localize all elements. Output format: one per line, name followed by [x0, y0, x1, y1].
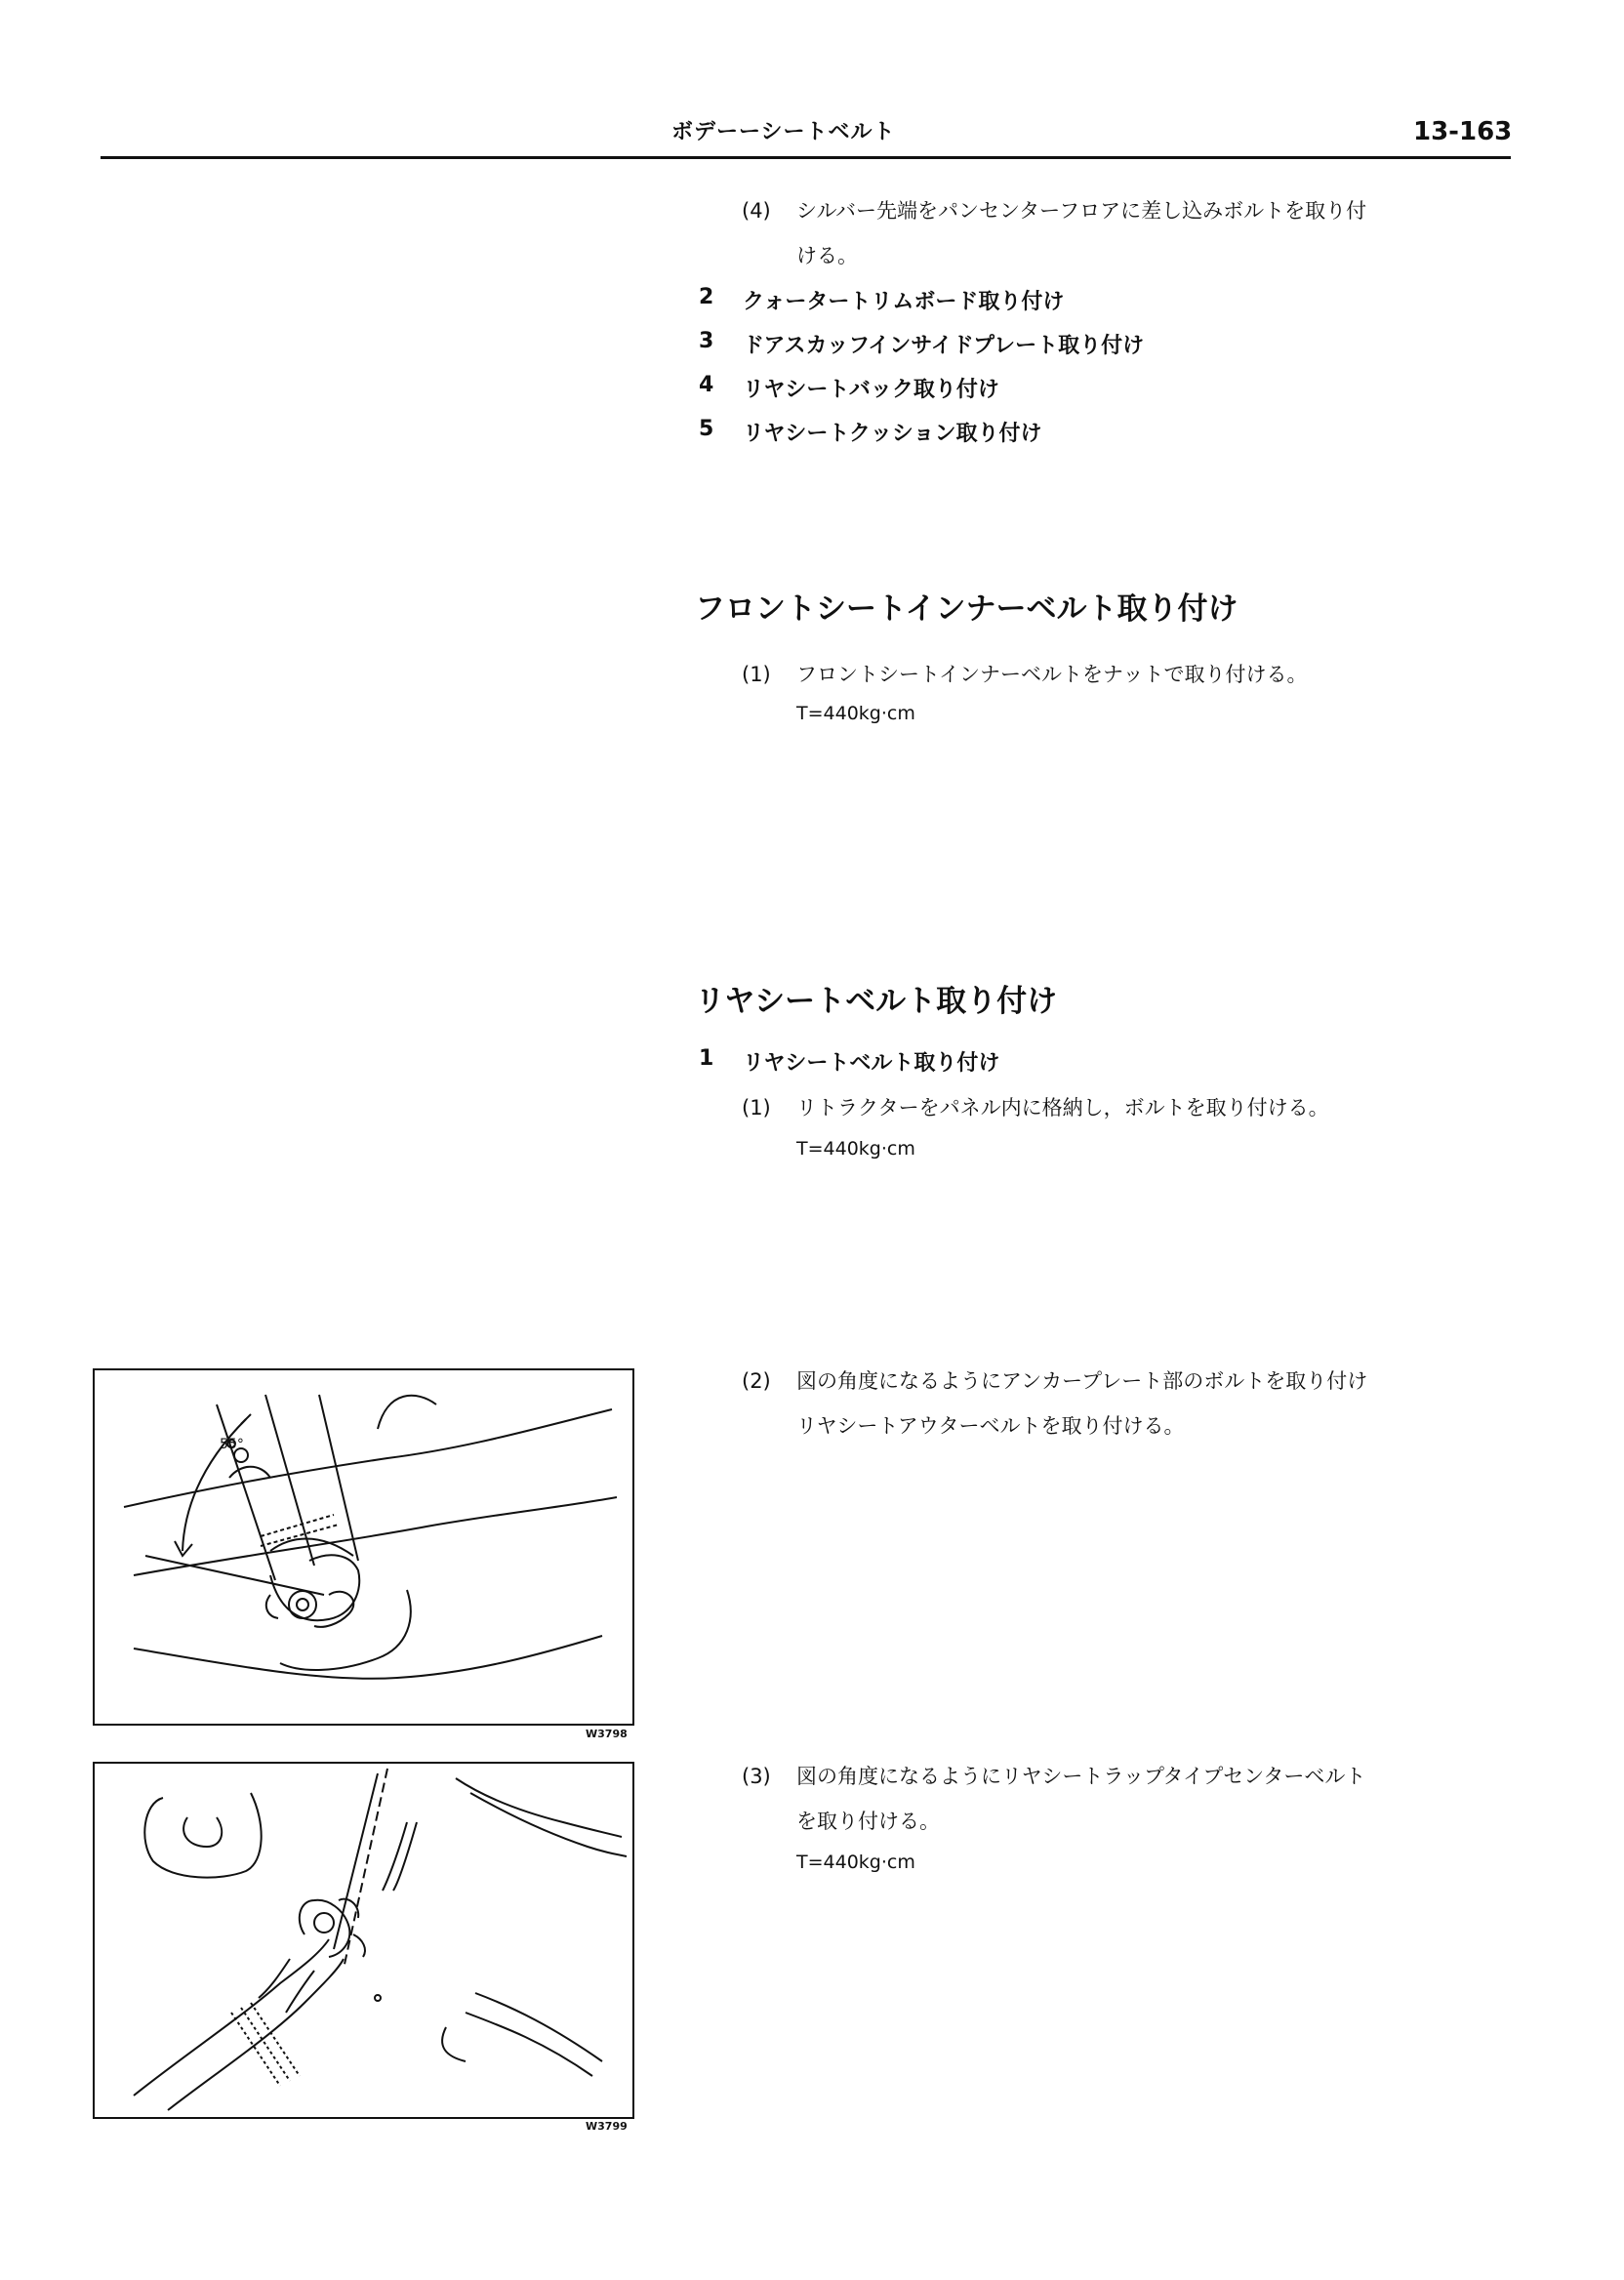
anchor-plate-illustration — [95, 1370, 632, 1724]
item-text-line2: を取り付ける。 — [796, 1810, 940, 1833]
front-inner-item-1 — [742, 652, 1522, 697]
page-header-title: ボデーーシートベルト — [671, 120, 896, 144]
top-item-4 — [742, 188, 1522, 278]
figure-center-belt — [93, 1762, 634, 2119]
step-label: リヤシートバック取り付け — [743, 378, 999, 402]
torque-spec: T=440kg·cm — [796, 1852, 915, 1873]
angle-label: 55° — [220, 1437, 244, 1452]
page-number: 13-163 — [1413, 117, 1513, 146]
step-number: 5 — [699, 417, 714, 441]
center-belt-illustration — [95, 1764, 632, 2117]
item-number: (2) — [742, 1369, 771, 1393]
figure-code: W3798 — [586, 1728, 628, 1740]
item-text-line1: 図の角度になるようにリヤシートラップタイプセンターベルト — [796, 1765, 1366, 1788]
step-number: 1 — [699, 1046, 714, 1071]
item-text: リトラクターをパネル内に格納し，ボルトを取り付ける。 — [796, 1096, 1329, 1120]
header-rule — [101, 156, 1511, 159]
item-number: (4) — [742, 199, 771, 223]
item-text: フロントシートインナーベルトをナットで取り付ける。 — [796, 663, 1308, 686]
item-number: (1) — [742, 663, 771, 686]
item-text-line1: 図の角度になるようにアンカープレート部のボルトを取り付け — [796, 1369, 1368, 1393]
torque-spec: T=440kg·cm — [796, 703, 915, 724]
rear-item-1 — [742, 1085, 1522, 1130]
section-title-rear-belt: リヤシートベルト取り付け — [695, 984, 1058, 1019]
step-number: 4 — [699, 373, 714, 397]
section-title-front-inner-belt: フロントシートインナーベルト取り付け — [695, 591, 1238, 627]
figure-code: W3799 — [586, 2120, 628, 2133]
step-2 — [699, 285, 1382, 314]
step-5 — [699, 417, 1382, 446]
step-label: リヤシートベルト取り付け — [743, 1051, 1000, 1076]
item-text-line2: ける。 — [796, 244, 858, 267]
step-label: ドアスカッフインサイドプレート取り付け — [743, 334, 1145, 358]
rear-item-3 — [742, 1754, 1522, 1844]
figure-anchor-plate — [93, 1368, 634, 1726]
rear-item-2 — [742, 1359, 1522, 1448]
item-number: (1) — [742, 1096, 771, 1120]
item-text-line2: リヤシートアウターベルトを取り付ける。 — [796, 1414, 1185, 1438]
item-number: (3) — [742, 1765, 771, 1788]
torque-spec: T=440kg·cm — [796, 1138, 915, 1160]
item-text-line1: シルバー先端をパンセンターフロアに差し込みボルトを取り付 — [796, 199, 1367, 223]
rear-step-1 — [699, 1046, 1382, 1076]
step-label: リヤシートクッション取り付け — [743, 422, 1042, 446]
step-label: クォータートリムボード取り付け — [743, 290, 1065, 314]
step-3 — [699, 329, 1382, 358]
step-number: 2 — [699, 285, 714, 309]
step-4 — [699, 373, 1382, 402]
step-number: 3 — [699, 329, 714, 353]
